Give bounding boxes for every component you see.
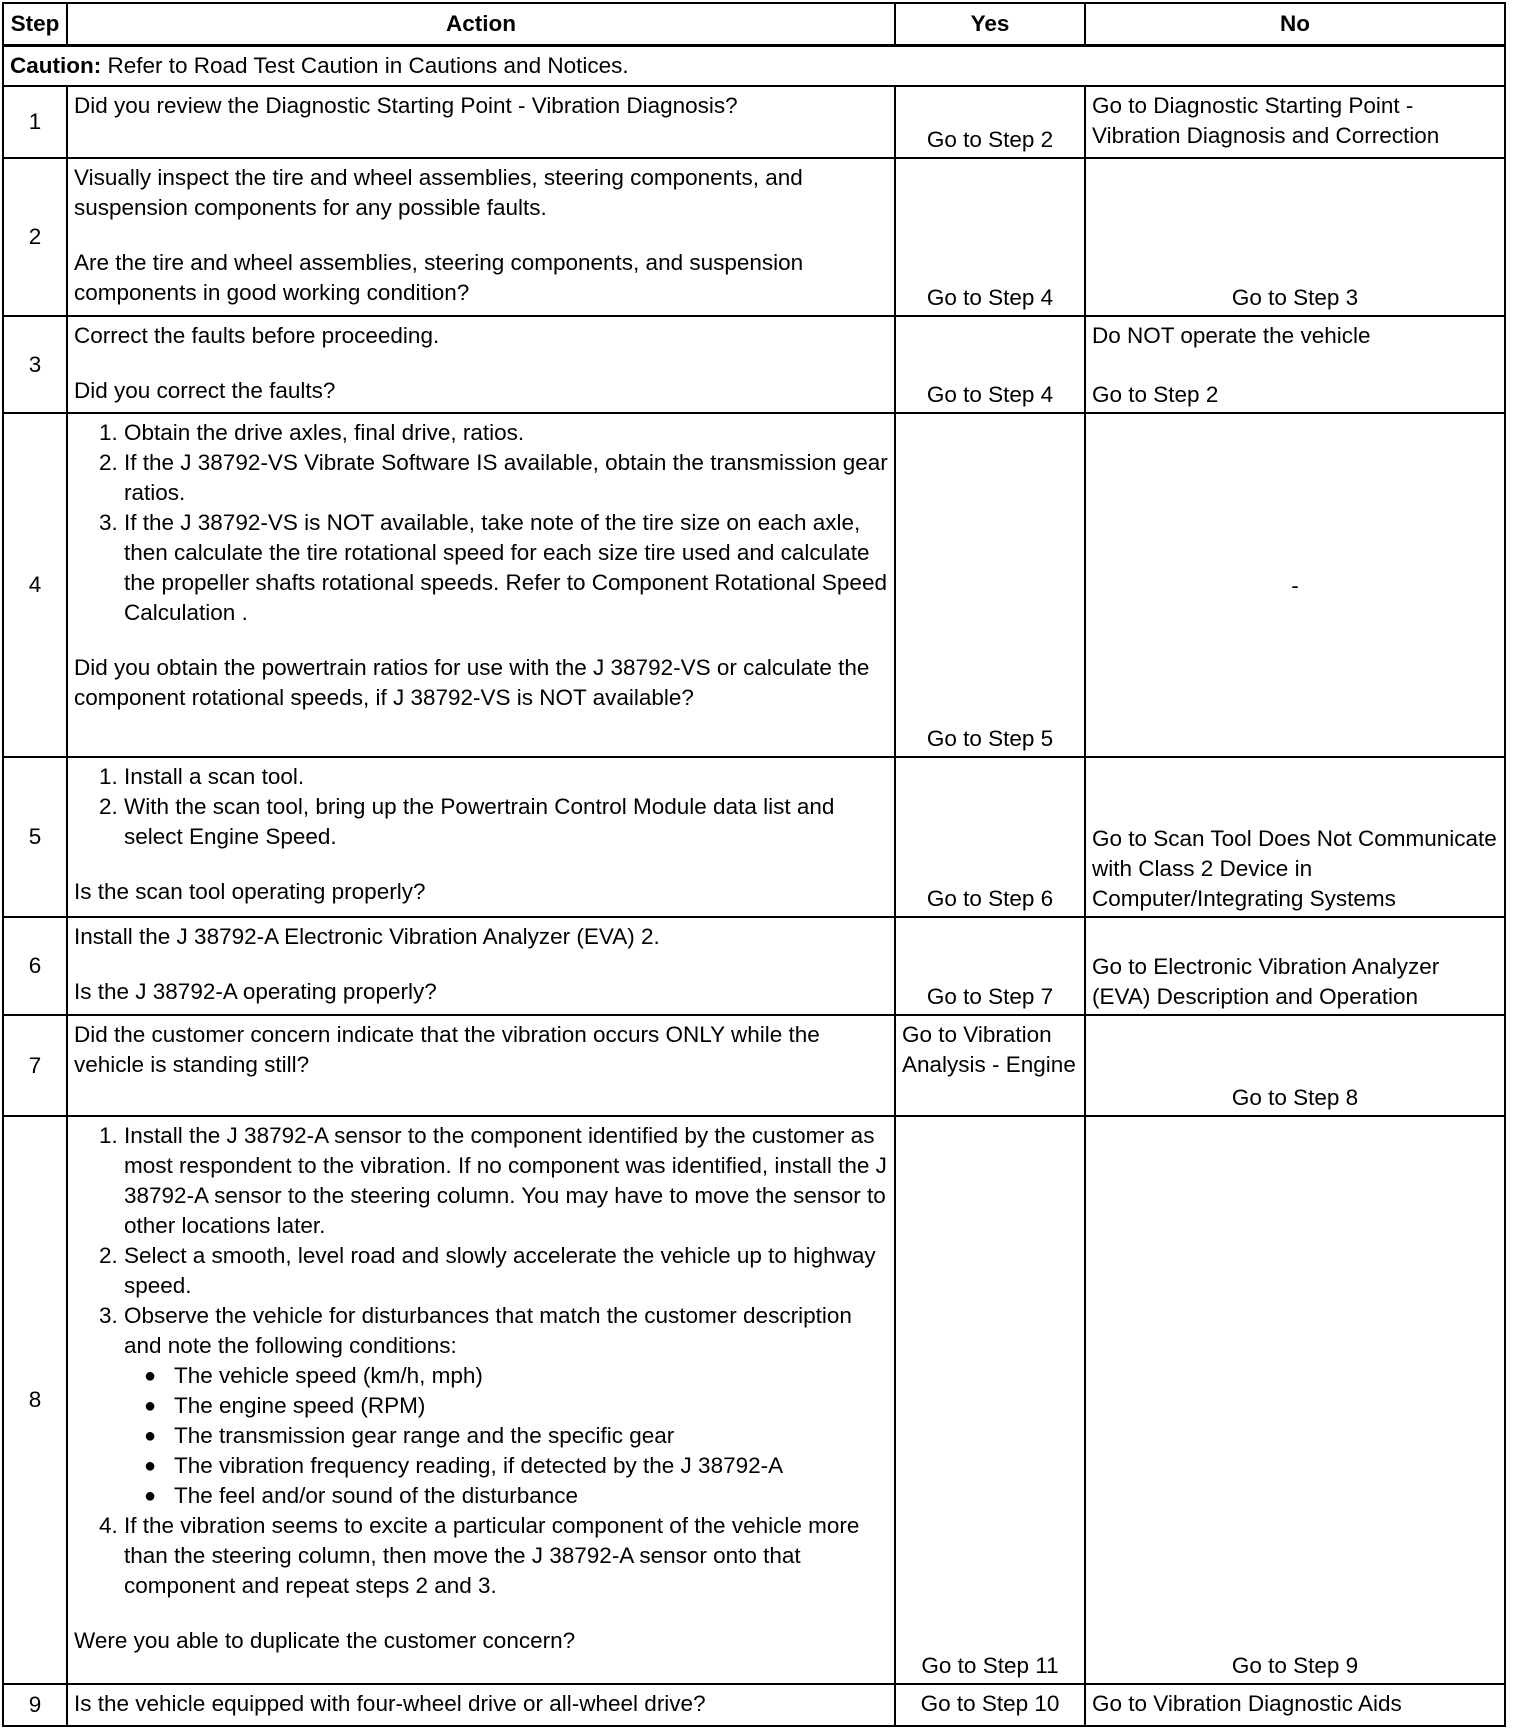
table-row-step-9 xyxy=(3,1684,1505,1726)
table-row-step-5 xyxy=(3,757,1505,917)
no-text: Go to Diagnostic Starting Point - Vibration Diagnosis and Correction xyxy=(1092,93,1440,148)
list-item: 1. Obtain the drive axles, final drive, ratios. xyxy=(124,418,888,448)
table-row-step-4 xyxy=(3,413,1505,757)
caution-row xyxy=(3,46,1505,87)
action-text: Is the vehicle equipped with four-wheel drive or all-wheel drive? xyxy=(74,1691,706,1716)
table-row-step-8 xyxy=(3,1116,1505,1684)
yes-cell xyxy=(895,757,1085,917)
action-text: Did the customer concern indicate that the vibration occurs ONLY while the vehicle is standing still? xyxy=(74,1022,820,1077)
action-cell xyxy=(67,86,895,158)
yes-text: Go to Step 4 xyxy=(926,382,1054,407)
list-item xyxy=(124,1301,888,1511)
action-text: Correct the faults before proceeding. xyxy=(74,323,440,348)
action-question: Were you able to duplicate the customer concern? xyxy=(74,1628,576,1653)
action-list xyxy=(74,418,888,628)
action-cell xyxy=(67,413,895,757)
yes-text: Go to Step 2 xyxy=(926,127,1054,152)
no-text: Go to Step 8 xyxy=(1231,1085,1359,1110)
bullet-item: ● The feel and/or sound of the disturbance xyxy=(174,1481,888,1511)
bullet-item: ● The engine speed (RPM) xyxy=(174,1391,888,1421)
list-item: 4. If the vibration seems to excite a particular component of the vehicle more than the steering column, then move the J 38792-A sensor onto that component and repeat steps 2 and 3. xyxy=(124,1511,888,1601)
no-text: Go to Step 3 xyxy=(1231,285,1359,310)
list-item: 2. If the J 38792-VS Vibrate Software IS available, obtain the transmission gear ratios. xyxy=(124,448,888,508)
header-action: Action xyxy=(67,3,895,46)
yes-text: Go to Step 10 xyxy=(920,1691,1060,1716)
no-text: Go to Scan Tool Does Not Communicate with Class 2 Device in Computer/Integrating Systems xyxy=(1092,826,1497,911)
list-item: 2. Select a smooth, level road and slowly accelerate the vehicle up to highway speed. xyxy=(124,1241,888,1301)
list-item: 2. With the scan tool, bring up the Powertrain Control Module data list and select Engine Speed. xyxy=(124,792,888,852)
yes-cell xyxy=(895,1684,1085,1726)
step-number: 9 xyxy=(3,1684,67,1726)
list-item-text: Observe the vehicle for disturbances that match the customer description and note the following conditions: xyxy=(124,1303,852,1358)
step-number: 3 xyxy=(3,316,67,413)
action-text: Visually inspect the tire and wheel assemblies, steering components, and suspension components for any possible faults. xyxy=(74,165,803,220)
no-warning-text: Do NOT operate the vehicle xyxy=(1092,323,1371,348)
no-cell xyxy=(1085,413,1505,757)
step-number: 7 xyxy=(3,1015,67,1116)
action-text: Did you review the Diagnostic Starting Point - Vibration Diagnosis? xyxy=(74,93,738,118)
action-cell xyxy=(67,1684,895,1726)
action-question: Is the J 38792-A operating properly? xyxy=(74,979,437,1004)
no-cell xyxy=(1085,158,1505,316)
no-cell xyxy=(1085,316,1505,413)
header-row xyxy=(3,3,1505,46)
step-number: 8 xyxy=(3,1116,67,1684)
action-question: Did you obtain the powertrain ratios for use with the J 38792-VS or calculate the component rotational speeds, if J 38792-VS is NOT available? xyxy=(74,655,870,710)
yes-cell xyxy=(895,158,1085,316)
yes-text: Go to Step 7 xyxy=(926,984,1054,1009)
yes-text: Go to Step 5 xyxy=(926,726,1054,751)
yes-cell xyxy=(895,413,1085,757)
no-cell xyxy=(1085,757,1505,917)
step-number: 4 xyxy=(3,413,67,757)
yes-text: Go to Step 4 xyxy=(926,285,1054,310)
yes-cell xyxy=(895,1015,1085,1116)
step-number: 2 xyxy=(3,158,67,316)
no-cell xyxy=(1085,86,1505,158)
yes-text: Go to Vibration Analysis - Engine xyxy=(902,1022,1076,1077)
bullet-item: ● The transmission gear range and the specific gear xyxy=(174,1421,888,1451)
caution-text: Refer to Road Test Caution in Cautions and Notices. xyxy=(101,53,629,78)
action-cell xyxy=(67,316,895,413)
table-row-step-7 xyxy=(3,1015,1505,1116)
action-cell xyxy=(67,917,895,1015)
caution-label: Caution: xyxy=(10,53,102,78)
action-text: Install the J 38792-A Electronic Vibration Analyzer (EVA) 2. xyxy=(74,924,660,949)
yes-cell xyxy=(895,917,1085,1015)
step-number: 5 xyxy=(3,757,67,917)
no-text: - xyxy=(1291,573,1299,598)
action-question: Did you correct the faults? xyxy=(74,378,336,403)
yes-text: Go to Step 11 xyxy=(921,1653,1059,1678)
no-text: Go to Step 9 xyxy=(1231,1653,1359,1678)
no-text: Go to Electronic Vibration Analyzer (EVA) Description and Operation xyxy=(1092,954,1440,1009)
table-row-step-1 xyxy=(3,86,1505,158)
no-cell xyxy=(1085,917,1505,1015)
action-question: Is the scan tool operating properly? xyxy=(74,879,426,904)
step-number: 6 xyxy=(3,917,67,1015)
action-question: Are the tire and wheel assemblies, steering components, and suspension components in good working condition? xyxy=(74,250,804,305)
action-cell xyxy=(67,158,895,316)
header-yes: Yes xyxy=(895,3,1085,46)
action-cell xyxy=(67,1116,895,1684)
bullet-item: ● The vehicle speed (km/h, mph) xyxy=(174,1361,888,1391)
yes-cell xyxy=(895,86,1085,158)
list-item: 1. Install a scan tool. xyxy=(124,762,888,792)
no-cell xyxy=(1085,1116,1505,1684)
list-item: 1. Install the J 38792-A sensor to the component identified by the customer as most respondent to the vibration. If no component was identified, install the J 38792-A sensor to the steering column. You may have to move the sensor to other locations later. xyxy=(124,1121,888,1241)
no-cell xyxy=(1085,1684,1505,1726)
step-number: 1 xyxy=(3,86,67,158)
yes-text: Go to Step 6 xyxy=(926,886,1054,911)
list-item: 3. If the J 38792-VS is NOT available, take note of the tire size on each axle, then calculate the tire rotational speed for each size tire used and calculate the propeller shafts rotational speeds. Refer to Component Rotational Speed Calculation . xyxy=(124,508,888,628)
action-cell xyxy=(67,1015,895,1116)
condition-list xyxy=(124,1361,888,1511)
diagnostic-table xyxy=(2,2,1506,1727)
table-row-step-3 xyxy=(3,316,1505,413)
diagnostic-table-document xyxy=(2,2,1504,1727)
action-list xyxy=(74,762,888,852)
bullet-item: ● The vibration frequency reading, if detected by the J 38792-A xyxy=(174,1451,888,1481)
action-cell xyxy=(67,757,895,917)
yes-cell xyxy=(895,1116,1085,1684)
table-row-step-2 xyxy=(3,158,1505,316)
action-list xyxy=(74,1121,888,1601)
no-cell xyxy=(1085,1015,1505,1116)
no-text: Go to Step 2 xyxy=(1092,382,1219,407)
header-step: Step xyxy=(3,3,67,46)
table-row-step-6 xyxy=(3,917,1505,1015)
no-text: Go to Vibration Diagnostic Aids xyxy=(1092,1691,1402,1716)
yes-cell xyxy=(895,316,1085,413)
header-no: No xyxy=(1085,3,1505,46)
